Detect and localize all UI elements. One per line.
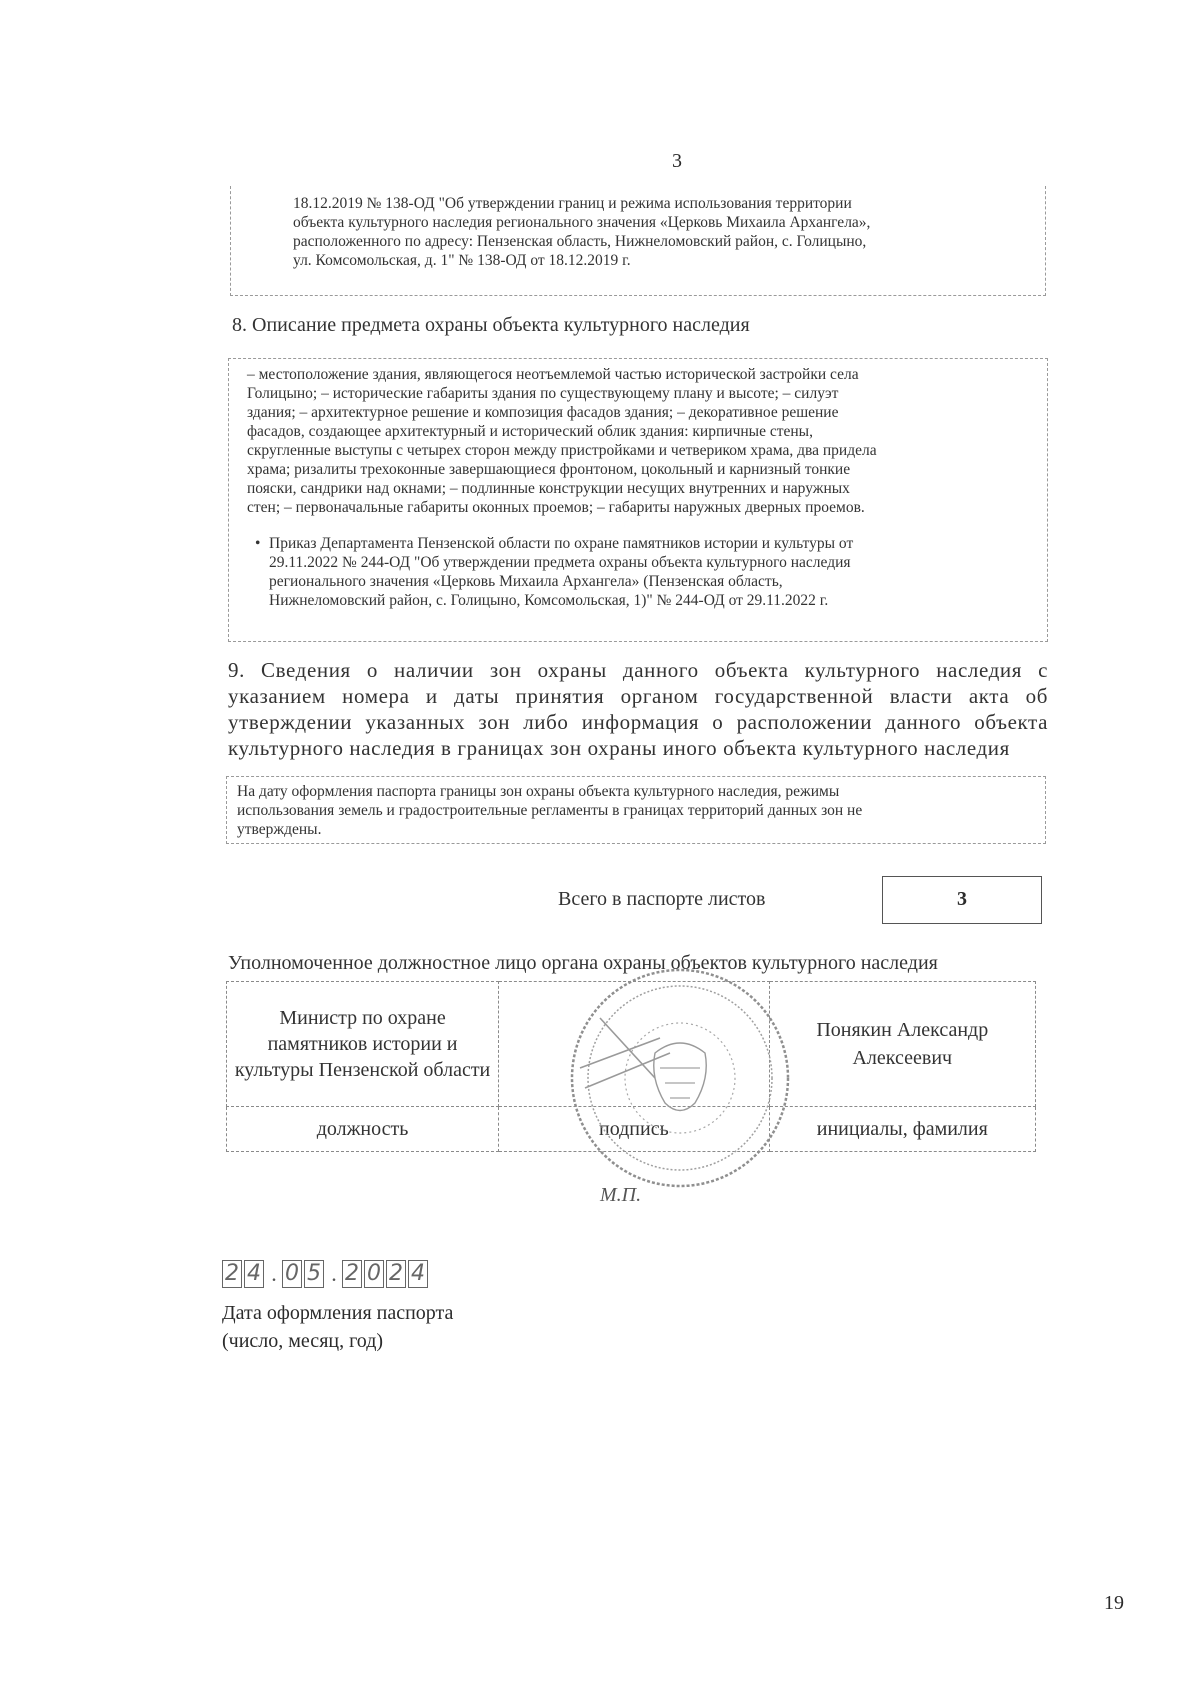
- section-7-continuation-box: [230, 186, 1046, 296]
- date-label: Дата оформления паспорта: [222, 1302, 454, 1324]
- date-year-digit: 2: [342, 1260, 362, 1288]
- section-9-box: [226, 776, 1046, 844]
- text-line: 29.11.2022 № 244-ОД "Об утверждении предмета охраны объекта культурного наследия: [269, 554, 851, 571]
- section-9-text: [237, 782, 1037, 839]
- section-8-heading: 8. Описание предмета охраны объекта культурного наследия: [232, 314, 750, 336]
- text-line: Голицыно; – исторические габариты здания по существующему плану и высоте; – силуэт: [247, 385, 839, 402]
- text-line: храма; ризалиты трехоконные завершающиеся фронтоном, цокольный и карнизный тонкие: [247, 461, 851, 478]
- position-cell: [227, 982, 499, 1107]
- text-line: стен; – первоначальные габариты оконных проемов; – габариты наружных дверных проемов.: [247, 499, 865, 516]
- text-line: регионального значения «Церковь Михаила Архангела» (Пензенская область,: [269, 573, 783, 590]
- text-line: – местоположение здания, являющегося неотъемлемой частью исторической застройки села: [247, 366, 859, 383]
- date-separator: .: [331, 1261, 337, 1286]
- section-8-box: [228, 358, 1048, 642]
- text-line: пояски, сандрики над окнами; – подлинные конструкции несущих внутренних и наружных: [247, 480, 850, 497]
- section-7-continuation-text: [293, 194, 1033, 270]
- section-8-bullet: [255, 534, 1029, 610]
- page-number-bottom: 19: [1104, 1592, 1124, 1614]
- text-line: ул. Комсомольская, д. 1" № 138-ОД от 18.12.2019 г.: [293, 252, 631, 269]
- date-day-digit: 2: [222, 1260, 242, 1288]
- date-year-digit: 4: [408, 1260, 428, 1288]
- text-line: фасадов, создающее архитектурный и исторический облик здания: кирпичные стены,: [247, 423, 813, 440]
- date-day-digit: 4: [244, 1260, 264, 1288]
- text-line: здания; – архитектурное решение и композиция фасадов здания; – декоративное решение: [247, 404, 839, 421]
- date-digits: [222, 1260, 430, 1288]
- sheets-label: Всего в паспорте листов: [558, 888, 766, 910]
- caption-signature: подпись: [499, 1107, 770, 1152]
- section-9-heading: 9. Сведения о наличии зон охраны данного объекта культурного наследия с указанием номера и даты принятия органом государственной власти акта об утверждении указанных зон либо информация о расположении данного объекта культурного наследия в границах зон охраны иного объекта культурного наследия: [228, 658, 1048, 760]
- date-format-hint: (число, месяц, год): [222, 1330, 384, 1352]
- text-line: утверждены.: [237, 821, 322, 838]
- text-line: На дату оформления паспорта границы зон охраны объекта культурного наследия, режимы: [237, 783, 840, 800]
- page-number-top: 3: [672, 150, 682, 172]
- stamp-place-label: М.П.: [600, 1184, 642, 1206]
- sheets-count: 3: [882, 876, 1042, 924]
- date-separator: .: [271, 1261, 277, 1286]
- text-line: расположенного по адресу: Пензенская область, Нижнеломовский район, с. Голицыно,: [293, 233, 867, 250]
- caption-name: инициалы, фамилия: [769, 1107, 1035, 1152]
- official-heading: Уполномоченное должностное лицо органа охраны объектов культурного наследия: [228, 952, 938, 974]
- text-line: объекта культурного наследия регионального значения «Церковь Михаила Архангела»,: [293, 214, 871, 231]
- text-line: 18.12.2019 № 138-ОД "Об утверждении границ и режима использования территории: [293, 195, 852, 212]
- official-name: Понякин Александр Алексеевич: [816, 1019, 989, 1069]
- text-line: использования земель и градостроительные регламенты в границах территорий данных зон не: [237, 802, 863, 819]
- section-8-text: [247, 365, 1037, 517]
- name-cell: [769, 982, 1035, 1107]
- official-position: Министр по охране памятников истории и культуры Пензенской области: [234, 1007, 491, 1081]
- bullet-icon: •: [255, 535, 261, 552]
- official-seal-stamp: [560, 958, 800, 1198]
- date-year-digit: 2: [386, 1260, 406, 1288]
- date-year-digit: 0: [364, 1260, 384, 1288]
- date-month-digit: 5: [304, 1260, 324, 1288]
- date-month-digit: 0: [282, 1260, 302, 1288]
- text-line: Приказ Департамента Пензенской области по охране памятников истории и культуры от: [269, 535, 854, 552]
- text-line: Нижнеломовский район, с. Голицыно, Комсомольская, 1)" № 244-ОД от 29.11.2022 г.: [269, 592, 829, 609]
- caption-position: должность: [227, 1107, 499, 1152]
- text-line: скругленные выступы с четырех сторон между пристройками и четвериком храма, два придела: [247, 442, 877, 459]
